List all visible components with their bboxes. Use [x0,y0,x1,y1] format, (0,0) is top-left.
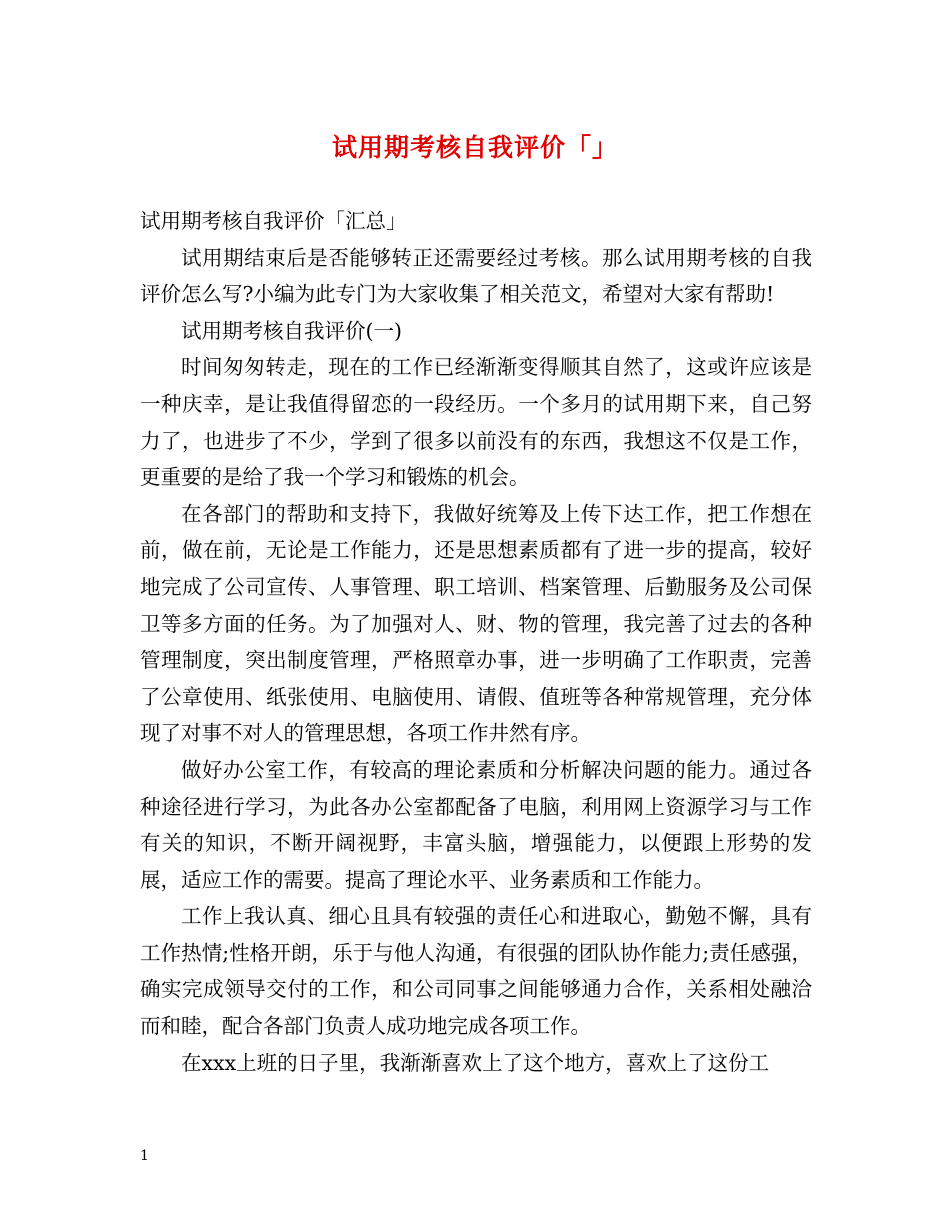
document-body [140,203,812,1081]
body-paragraph: 时间匆匆转走，现在的工作已经渐渐变得顺其自然了，这或许应该是一种庆幸，是让我值得留恋的一段经历。一个多月的试用期下来，自己努力了，也进步了不少，学到了很多以前没有的东西，我想这不仅是工作，更重要的是给了我一个学习和锻炼的机会。 [140,355,812,490]
intro-paragraph: 试用期结束后是否能够转正还需要经过考核。那么试用期考核的自我评价怎么写?小编为此专门为大家收集了相关范文，希望对大家有帮助! [140,245,812,307]
body-paragraph: 做好办公室工作，有较高的理论素质和分析解决问题的能力。通过各种途径进行学习，为此各办公室都配备了电脑，利用网上资源学习与工作有关的知识，不断开阔视野，丰富头脑，增强能力，以便跟上形势的发展，适应工作的需要。提高了理论水平、业务素质和工作能力。 [140,757,812,892]
section-heading: 试用期考核自我评价(一) [181,318,402,343]
body-paragraph: 工作上我认真、细心且具有较强的责任心和进取心，勤勉不懈，具有工作热情;性格开朗，乐于与他人沟通，有很强的团队协作能力;责任感强，确实完成领导交付的工作，和公司同事之间能够通力合作，关系相处融洽而和睦，配合各部门负责人成功地完成各项工作。 [140,904,812,1039]
body-paragraph: 在各部门的帮助和支持下，我做好统筹及上传下达工作，把工作想在前，做在前，无论是工作能力，还是思想素质都有了进一步的提高，较好地完成了公司宣传、人事管理、职工培训、档案管理、后勤服务及公司保卫等多方面的任务。为了加强对人、财、物的管理，我完善了过去的各种管理制度，突出制度管理，严格照章办事，进一步明确了工作职责，完善了公章使用、纸张使用、电脑使用、请假、值班等各种常规管理，充分体现了对事不对人的管理思想，各项工作井然有序。 [140,501,812,746]
body-paragraph: 在xxx上班的日子里，我渐渐喜欢上了这个地方，喜欢上了这份工 [181,1050,770,1075]
document-title: 试用期考核自我评价「」 [331,133,618,162]
subtitle-line: 试用期考核自我评价「汇总」 [140,209,407,233]
page-number: 1 [140,1148,149,1164]
